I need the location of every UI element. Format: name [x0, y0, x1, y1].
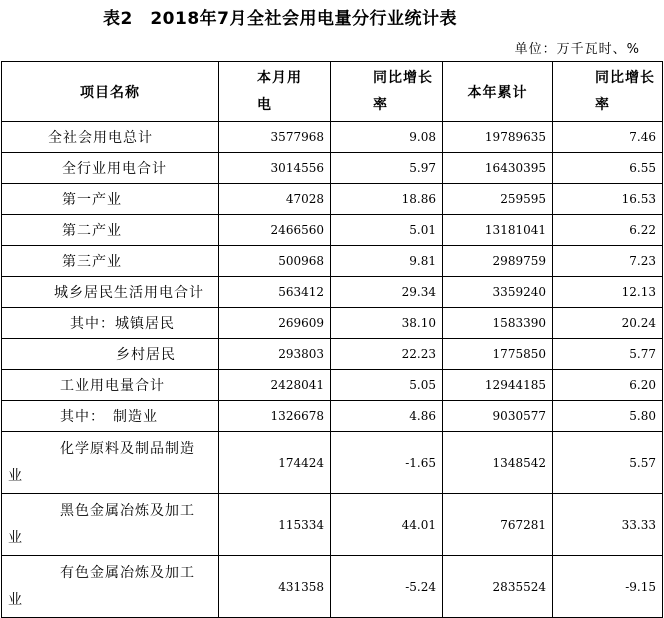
row-cumulative: 9030577 — [443, 401, 553, 432]
row-name: 全行业用电合计 — [2, 153, 219, 184]
row-yoy-cumulative: 16.53 — [553, 184, 663, 215]
row-yoy-cumulative: 6.22 — [553, 215, 663, 246]
row-yoy-cumulative: 6.20 — [553, 370, 663, 401]
row-yoy-cumulative: 20.24 — [553, 308, 663, 339]
header-month: 本月用 电 — [219, 62, 331, 122]
row-month: 174424 — [219, 432, 331, 494]
row-yoy-month: -1.65 — [331, 432, 443, 494]
row-yoy-month: 44.01 — [331, 494, 443, 556]
row-yoy-cumulative: 5.77 — [553, 339, 663, 370]
row-name: 黑色金属冶炼及加工 业 — [2, 494, 219, 556]
header-row — [2, 62, 663, 122]
table-row — [2, 246, 663, 277]
row-month: 3014556 — [219, 153, 331, 184]
row-yoy-cumulative: 6.55 — [553, 153, 663, 184]
table-row — [2, 370, 663, 401]
electricity-table — [1, 61, 663, 618]
row-cumulative: 2989759 — [443, 246, 553, 277]
header-yoy-month: 同比增长 率 — [331, 62, 443, 122]
row-yoy-cumulative: 5.80 — [553, 401, 663, 432]
row-yoy-cumulative: -9.15 — [553, 556, 663, 618]
row-cumulative: 1775850 — [443, 339, 553, 370]
row-name: 工业用电量合计 — [2, 370, 219, 401]
row-yoy-month: 5.01 — [331, 215, 443, 246]
row-month: 2428041 — [219, 370, 331, 401]
table-title: 表2 2018年7月全社会用电量分行业统计表 — [103, 9, 457, 29]
row-cumulative: 16430395 — [443, 153, 553, 184]
row-month: 269609 — [219, 308, 331, 339]
table-row — [2, 122, 663, 153]
row-cumulative: 1348542 — [443, 432, 553, 494]
row-cumulative: 13181041 — [443, 215, 553, 246]
row-cumulative: 19789635 — [443, 122, 553, 153]
row-name: 化学原料及制品制造 业 — [2, 432, 219, 494]
row-month: 563412 — [219, 277, 331, 308]
row-yoy-month: 9.08 — [331, 122, 443, 153]
row-month: 500968 — [219, 246, 331, 277]
row-yoy-month: 38.10 — [331, 308, 443, 339]
row-name: 第二产业 — [2, 215, 219, 246]
row-month: 2466560 — [219, 215, 331, 246]
row-yoy-month: -5.24 — [331, 556, 443, 618]
table-row — [2, 308, 663, 339]
row-name: 乡村居民 — [2, 339, 219, 370]
row-yoy-cumulative: 5.57 — [553, 432, 663, 494]
table-row — [2, 401, 663, 432]
row-month: 293803 — [219, 339, 331, 370]
row-month: 431358 — [219, 556, 331, 618]
row-cumulative: 259595 — [443, 184, 553, 215]
row-month: 115334 — [219, 494, 331, 556]
row-yoy-month: 5.05 — [331, 370, 443, 401]
row-cumulative: 2835524 — [443, 556, 553, 618]
row-yoy-cumulative: 7.23 — [553, 246, 663, 277]
row-yoy-cumulative: 12.13 — [553, 277, 663, 308]
row-yoy-month: 5.97 — [331, 153, 443, 184]
header-item-name: 项目名称 — [2, 62, 219, 122]
row-month: 47028 — [219, 184, 331, 215]
row-yoy-cumulative: 7.46 — [553, 122, 663, 153]
unit-label: 单位：万千瓦时、% — [514, 42, 640, 57]
row-name: 第一产业 — [2, 184, 219, 215]
table-row — [2, 184, 663, 215]
table-row — [2, 432, 663, 494]
row-name: 有色金属冶炼及加工 业 — [2, 556, 219, 618]
row-cumulative: 3359240 — [443, 277, 553, 308]
row-name: 第三产业 — [2, 246, 219, 277]
table-row — [2, 153, 663, 184]
row-name: 城乡居民生活用电合计 — [2, 277, 219, 308]
table-row — [2, 494, 663, 556]
row-name: 其中： 制造业 — [2, 401, 219, 432]
row-cumulative: 767281 — [443, 494, 553, 556]
row-cumulative: 1583390 — [443, 308, 553, 339]
table-row — [2, 556, 663, 618]
row-yoy-month: 4.86 — [331, 401, 443, 432]
row-month: 1326678 — [219, 401, 331, 432]
row-yoy-month: 29.34 — [331, 277, 443, 308]
row-yoy-month: 9.81 — [331, 246, 443, 277]
row-name: 全社会用电总计 — [2, 122, 219, 153]
header-cumulative: 本年累计 — [443, 62, 553, 122]
table-row — [2, 277, 663, 308]
table-row — [2, 339, 663, 370]
row-name: 其中：城镇居民 — [2, 308, 219, 339]
row-cumulative: 12944185 — [443, 370, 553, 401]
row-yoy-month: 22.23 — [331, 339, 443, 370]
row-yoy-month: 18.86 — [331, 184, 443, 215]
header-yoy-cumulative: 同比增长 率 — [553, 62, 663, 122]
table-row — [2, 215, 663, 246]
row-yoy-cumulative: 33.33 — [553, 494, 663, 556]
row-month: 3577968 — [219, 122, 331, 153]
